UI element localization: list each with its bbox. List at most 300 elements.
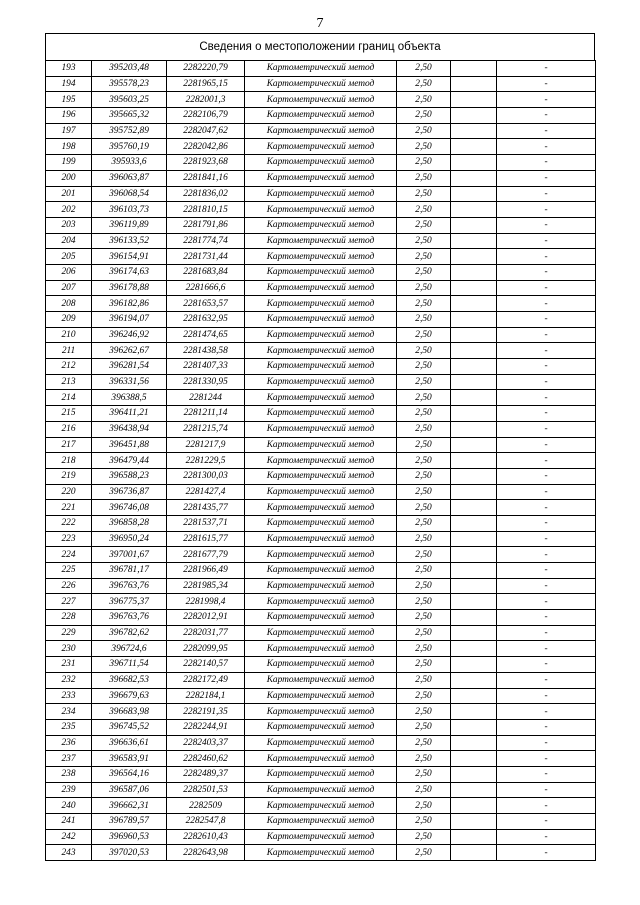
- coordinate-x-cell: 396682,53: [92, 672, 167, 688]
- method-cell: Картометрический метод: [245, 515, 397, 531]
- precision-cell: 2,50: [397, 766, 451, 782]
- point-number-cell: 242: [46, 829, 92, 845]
- method-cell: Картометрический метод: [245, 845, 397, 861]
- empty-cell-cell: [451, 123, 497, 139]
- description-cell: -: [497, 123, 596, 139]
- description-cell: -: [497, 798, 596, 814]
- empty-cell-cell: [451, 437, 497, 453]
- method-cell: Картометрический метод: [245, 312, 397, 328]
- point-number-cell: 230: [46, 641, 92, 657]
- coordinate-x-cell: 396451,88: [92, 437, 167, 453]
- table-row: [46, 312, 596, 328]
- coordinate-x-cell: 396960,53: [92, 829, 167, 845]
- point-number-cell: 197: [46, 123, 92, 139]
- precision-cell: 2,50: [397, 484, 451, 500]
- precision-cell: 2,50: [397, 610, 451, 626]
- method-cell: Картометрический метод: [245, 641, 397, 657]
- precision-cell: 2,50: [397, 312, 451, 328]
- description-cell: -: [497, 515, 596, 531]
- empty-cell-cell: [451, 76, 497, 92]
- coordinate-x-cell: 396564,16: [92, 766, 167, 782]
- table-row: [46, 641, 596, 657]
- description-cell: -: [497, 704, 596, 720]
- point-number-cell: 227: [46, 594, 92, 610]
- empty-cell-cell: [451, 814, 497, 830]
- table-row: [46, 610, 596, 626]
- method-cell: Картометрический метод: [245, 233, 397, 249]
- coordinate-y-cell: 2282489,37: [167, 766, 245, 782]
- description-cell: -: [497, 814, 596, 830]
- empty-cell-cell: [451, 264, 497, 280]
- point-number-cell: 202: [46, 202, 92, 218]
- method-cell: Картометрический метод: [245, 594, 397, 610]
- description-cell: -: [497, 233, 596, 249]
- point-number-cell: 219: [46, 468, 92, 484]
- point-number-cell: 221: [46, 500, 92, 516]
- table-row: [46, 594, 596, 610]
- description-cell: -: [497, 751, 596, 767]
- coordinate-x-cell: 396281,54: [92, 359, 167, 375]
- coordinate-y-cell: 2282501,53: [167, 782, 245, 798]
- coordinate-x-cell: 395603,25: [92, 92, 167, 108]
- point-number-cell: 203: [46, 217, 92, 233]
- description-cell: -: [497, 264, 596, 280]
- coordinate-x-cell: 396636,61: [92, 735, 167, 751]
- point-number-cell: 238: [46, 766, 92, 782]
- table-row: [46, 578, 596, 594]
- coordinate-y-cell: 2281632,95: [167, 312, 245, 328]
- precision-cell: 2,50: [397, 202, 451, 218]
- table-row: [46, 249, 596, 265]
- coordinate-y-cell: 2282047,62: [167, 123, 245, 139]
- coordinate-x-cell: 396194,07: [92, 312, 167, 328]
- coordinate-y-cell: 2281966,49: [167, 563, 245, 579]
- point-number-cell: 232: [46, 672, 92, 688]
- point-number-cell: 223: [46, 531, 92, 547]
- empty-cell-cell: [451, 594, 497, 610]
- coordinate-x-cell: 396736,87: [92, 484, 167, 500]
- precision-cell: 2,50: [397, 625, 451, 641]
- description-cell: -: [497, 390, 596, 406]
- method-cell: Картометрический метод: [245, 766, 397, 782]
- table-row: [46, 343, 596, 359]
- empty-cell-cell: [451, 217, 497, 233]
- table-row: [46, 657, 596, 673]
- coordinate-y-cell: 2282643,98: [167, 845, 245, 861]
- description-cell: -: [497, 374, 596, 390]
- table-row: [46, 531, 596, 547]
- precision-cell: 2,50: [397, 280, 451, 296]
- coordinate-x-cell: 396262,67: [92, 343, 167, 359]
- coordinate-x-cell: 396178,88: [92, 280, 167, 296]
- point-number-cell: 196: [46, 108, 92, 124]
- coordinate-y-cell: 2281438,58: [167, 343, 245, 359]
- table-row: [46, 500, 596, 516]
- empty-cell-cell: [451, 610, 497, 626]
- coordinate-x-cell: 396746,08: [92, 500, 167, 516]
- method-cell: Картометрический метод: [245, 814, 397, 830]
- method-cell: Картометрический метод: [245, 155, 397, 171]
- empty-cell-cell: [451, 108, 497, 124]
- point-number-cell: 240: [46, 798, 92, 814]
- empty-cell-cell: [451, 672, 497, 688]
- point-number-cell: 193: [46, 61, 92, 77]
- empty-cell-cell: [451, 359, 497, 375]
- coordinates-table: [45, 60, 596, 861]
- coordinate-y-cell: 2282099,95: [167, 641, 245, 657]
- table-row: [46, 766, 596, 782]
- point-number-cell: 225: [46, 563, 92, 579]
- table-row: [46, 170, 596, 186]
- table-row: [46, 845, 596, 861]
- table-row: [46, 751, 596, 767]
- description-cell: -: [497, 845, 596, 861]
- precision-cell: 2,50: [397, 296, 451, 312]
- empty-cell-cell: [451, 421, 497, 437]
- precision-cell: 2,50: [397, 92, 451, 108]
- coordinate-x-cell: 396950,24: [92, 531, 167, 547]
- coordinate-x-cell: 396683,98: [92, 704, 167, 720]
- method-cell: Картометрический метод: [245, 735, 397, 751]
- table-row: [46, 280, 596, 296]
- method-cell: Картометрический метод: [245, 798, 397, 814]
- method-cell: Картометрический метод: [245, 437, 397, 453]
- empty-cell-cell: [451, 139, 497, 155]
- description-cell: -: [497, 217, 596, 233]
- description-cell: -: [497, 610, 596, 626]
- precision-cell: 2,50: [397, 657, 451, 673]
- empty-cell-cell: [451, 515, 497, 531]
- coordinate-x-cell: 396063,87: [92, 170, 167, 186]
- description-cell: -: [497, 343, 596, 359]
- precision-cell: 2,50: [397, 139, 451, 155]
- empty-cell-cell: [451, 312, 497, 328]
- coordinate-x-cell: 396711,54: [92, 657, 167, 673]
- precision-cell: 2,50: [397, 782, 451, 798]
- coordinate-x-cell: 396781,17: [92, 563, 167, 579]
- precision-cell: 2,50: [397, 672, 451, 688]
- coordinate-x-cell: 395752,89: [92, 123, 167, 139]
- precision-cell: 2,50: [397, 186, 451, 202]
- point-number-cell: 233: [46, 688, 92, 704]
- empty-cell-cell: [451, 406, 497, 422]
- coordinate-x-cell: 396246,92: [92, 327, 167, 343]
- coordinate-y-cell: 2282172,49: [167, 672, 245, 688]
- table-row: [46, 327, 596, 343]
- description-cell: -: [497, 484, 596, 500]
- coordinate-y-cell: 2281229,5: [167, 453, 245, 469]
- precision-cell: 2,50: [397, 61, 451, 77]
- point-number-cell: 207: [46, 280, 92, 296]
- point-number-cell: 229: [46, 625, 92, 641]
- coordinate-x-cell: 396174,63: [92, 264, 167, 280]
- description-cell: -: [497, 359, 596, 375]
- point-number-cell: 217: [46, 437, 92, 453]
- empty-cell-cell: [451, 249, 497, 265]
- description-cell: -: [497, 61, 596, 77]
- table-row: [46, 390, 596, 406]
- description-cell: -: [497, 186, 596, 202]
- coordinate-y-cell: 2281965,15: [167, 76, 245, 92]
- point-number-cell: 209: [46, 312, 92, 328]
- description-cell: -: [497, 406, 596, 422]
- method-cell: Картометрический метод: [245, 468, 397, 484]
- description-cell: -: [497, 296, 596, 312]
- empty-cell-cell: [451, 343, 497, 359]
- method-cell: Картометрический метод: [245, 672, 397, 688]
- description-cell: -: [497, 688, 596, 704]
- coordinate-x-cell: 395760,19: [92, 139, 167, 155]
- coordinate-y-cell: 2282547,8: [167, 814, 245, 830]
- method-cell: Картометрический метод: [245, 108, 397, 124]
- coordinate-x-cell: 396411,21: [92, 406, 167, 422]
- method-cell: Картометрический метод: [245, 123, 397, 139]
- empty-cell-cell: [451, 578, 497, 594]
- coordinate-x-cell: 396388,5: [92, 390, 167, 406]
- coordinate-y-cell: 2281427,4: [167, 484, 245, 500]
- precision-cell: 2,50: [397, 500, 451, 516]
- table-row: [46, 61, 596, 77]
- precision-cell: 2,50: [397, 264, 451, 280]
- point-number-cell: 214: [46, 390, 92, 406]
- description-cell: -: [497, 453, 596, 469]
- coordinate-y-cell: 2281474,65: [167, 327, 245, 343]
- table-row: [46, 296, 596, 312]
- coordinate-y-cell: 2281810,15: [167, 202, 245, 218]
- point-number-cell: 211: [46, 343, 92, 359]
- method-cell: Картометрический метод: [245, 782, 397, 798]
- coordinate-y-cell: 2282012,91: [167, 610, 245, 626]
- method-cell: Картометрический метод: [245, 484, 397, 500]
- description-cell: -: [497, 625, 596, 641]
- coordinate-x-cell: 396103,73: [92, 202, 167, 218]
- method-cell: Картометрический метод: [245, 170, 397, 186]
- description-cell: -: [497, 202, 596, 218]
- coordinate-x-cell: 396588,23: [92, 468, 167, 484]
- description-cell: -: [497, 829, 596, 845]
- point-number-cell: 194: [46, 76, 92, 92]
- description-cell: -: [497, 563, 596, 579]
- table-row: [46, 264, 596, 280]
- empty-cell-cell: [451, 547, 497, 563]
- empty-cell-cell: [451, 390, 497, 406]
- coordinate-x-cell: 396154,91: [92, 249, 167, 265]
- table-row: [46, 704, 596, 720]
- table-row: [46, 468, 596, 484]
- description-cell: -: [497, 766, 596, 782]
- table-row: [46, 186, 596, 202]
- coordinate-y-cell: 2281244: [167, 390, 245, 406]
- table-body: [46, 61, 596, 861]
- point-number-cell: 239: [46, 782, 92, 798]
- point-number-cell: 243: [46, 845, 92, 861]
- coordinate-y-cell: 2281774,74: [167, 233, 245, 249]
- coordinate-y-cell: 2281683,84: [167, 264, 245, 280]
- coordinate-x-cell: 396745,52: [92, 719, 167, 735]
- coordinate-x-cell: 396763,76: [92, 610, 167, 626]
- coordinate-y-cell: 2281211,14: [167, 406, 245, 422]
- table-row: [46, 202, 596, 218]
- method-cell: Картометрический метод: [245, 500, 397, 516]
- table-row: [46, 359, 596, 375]
- table-row: [46, 139, 596, 155]
- coordinate-y-cell: 2281615,77: [167, 531, 245, 547]
- method-cell: Картометрический метод: [245, 264, 397, 280]
- description-cell: -: [497, 594, 596, 610]
- description-cell: -: [497, 437, 596, 453]
- table-row: [46, 92, 596, 108]
- description-cell: -: [497, 280, 596, 296]
- page-number: 7: [316, 16, 324, 31]
- point-number-cell: 213: [46, 374, 92, 390]
- precision-cell: 2,50: [397, 233, 451, 249]
- description-cell: -: [497, 547, 596, 563]
- table-row: [46, 829, 596, 845]
- precision-cell: 2,50: [397, 468, 451, 484]
- empty-cell-cell: [451, 468, 497, 484]
- precision-cell: 2,50: [397, 453, 451, 469]
- coordinate-x-cell: 396583,91: [92, 751, 167, 767]
- coordinate-y-cell: 2282184,1: [167, 688, 245, 704]
- coordinate-y-cell: 2282191,35: [167, 704, 245, 720]
- table-row: [46, 814, 596, 830]
- coordinate-y-cell: 2281407,33: [167, 359, 245, 375]
- precision-cell: 2,50: [397, 343, 451, 359]
- coordinate-x-cell: 396068,54: [92, 186, 167, 202]
- description-cell: -: [497, 327, 596, 343]
- empty-cell-cell: [451, 766, 497, 782]
- precision-cell: 2,50: [397, 515, 451, 531]
- description-cell: -: [497, 641, 596, 657]
- table-row: [46, 484, 596, 500]
- precision-cell: 2,50: [397, 217, 451, 233]
- description-cell: -: [497, 578, 596, 594]
- coordinate-y-cell: 2281923,68: [167, 155, 245, 171]
- empty-cell-cell: [451, 719, 497, 735]
- coordinate-y-cell: 2282244,91: [167, 719, 245, 735]
- point-number-cell: 237: [46, 751, 92, 767]
- empty-cell-cell: [451, 92, 497, 108]
- table-row: [46, 76, 596, 92]
- table-row: [46, 453, 596, 469]
- empty-cell-cell: [451, 563, 497, 579]
- coordinate-x-cell: 395933,6: [92, 155, 167, 171]
- coordinates-sheet: [45, 33, 595, 861]
- coordinate-y-cell: 2281791,86: [167, 217, 245, 233]
- method-cell: Картометрический метод: [245, 625, 397, 641]
- coordinate-y-cell: 2281330,95: [167, 374, 245, 390]
- coordinate-x-cell: 396119,89: [92, 217, 167, 233]
- table-row: [46, 547, 596, 563]
- precision-cell: 2,50: [397, 327, 451, 343]
- table-row: [46, 421, 596, 437]
- coordinate-x-cell: 397001,67: [92, 547, 167, 563]
- coordinate-y-cell: 2282001,3: [167, 92, 245, 108]
- empty-cell-cell: [451, 845, 497, 861]
- point-number-cell: 226: [46, 578, 92, 594]
- point-number-cell: 205: [46, 249, 92, 265]
- empty-cell-cell: [451, 500, 497, 516]
- coordinate-y-cell: 2282140,57: [167, 657, 245, 673]
- description-cell: -: [497, 249, 596, 265]
- point-number-cell: 204: [46, 233, 92, 249]
- point-number-cell: 199: [46, 155, 92, 171]
- table-row: [46, 406, 596, 422]
- precision-cell: 2,50: [397, 563, 451, 579]
- table-row: [46, 108, 596, 124]
- empty-cell-cell: [451, 296, 497, 312]
- precision-cell: 2,50: [397, 594, 451, 610]
- description-cell: -: [497, 719, 596, 735]
- description-cell: -: [497, 421, 596, 437]
- coordinate-y-cell: 2281653,57: [167, 296, 245, 312]
- coordinate-y-cell: 2281836,02: [167, 186, 245, 202]
- method-cell: Картометрический метод: [245, 657, 397, 673]
- precision-cell: 2,50: [397, 123, 451, 139]
- empty-cell-cell: [451, 782, 497, 798]
- coordinate-y-cell: 2282509: [167, 798, 245, 814]
- empty-cell-cell: [451, 155, 497, 171]
- method-cell: Картометрический метод: [245, 327, 397, 343]
- method-cell: Картометрический метод: [245, 531, 397, 547]
- description-cell: -: [497, 170, 596, 186]
- coordinate-y-cell: 2282106,79: [167, 108, 245, 124]
- description-cell: -: [497, 92, 596, 108]
- coordinate-y-cell: 2282220,79: [167, 61, 245, 77]
- method-cell: Картометрический метод: [245, 719, 397, 735]
- description-cell: -: [497, 531, 596, 547]
- empty-cell-cell: [451, 798, 497, 814]
- method-cell: Картометрический метод: [245, 390, 397, 406]
- coordinate-x-cell: 396587,06: [92, 782, 167, 798]
- empty-cell-cell: [451, 233, 497, 249]
- empty-cell-cell: [451, 531, 497, 547]
- coordinate-x-cell: 396438,94: [92, 421, 167, 437]
- precision-cell: 2,50: [397, 578, 451, 594]
- precision-cell: 2,50: [397, 751, 451, 767]
- empty-cell-cell: [451, 453, 497, 469]
- coordinate-x-cell: 396182,86: [92, 296, 167, 312]
- point-number-cell: 195: [46, 92, 92, 108]
- point-number-cell: 222: [46, 515, 92, 531]
- method-cell: Картометрический метод: [245, 249, 397, 265]
- coordinate-y-cell: 2281998,4: [167, 594, 245, 610]
- empty-cell-cell: [451, 657, 497, 673]
- table-row: [46, 672, 596, 688]
- coordinate-y-cell: 2282403,37: [167, 735, 245, 751]
- coordinate-x-cell: 396763,76: [92, 578, 167, 594]
- empty-cell-cell: [451, 170, 497, 186]
- coordinate-y-cell: 2282042,86: [167, 139, 245, 155]
- method-cell: Картометрический метод: [245, 296, 397, 312]
- table-row: [46, 233, 596, 249]
- method-cell: Картометрический метод: [245, 610, 397, 626]
- method-cell: Картометрический метод: [245, 688, 397, 704]
- coordinate-y-cell: 2281215,74: [167, 421, 245, 437]
- method-cell: Картометрический метод: [245, 421, 397, 437]
- point-number-cell: 215: [46, 406, 92, 422]
- description-cell: -: [497, 657, 596, 673]
- precision-cell: 2,50: [397, 108, 451, 124]
- method-cell: Картометрический метод: [245, 406, 397, 422]
- precision-cell: 2,50: [397, 249, 451, 265]
- description-cell: -: [497, 782, 596, 798]
- point-number-cell: 224: [46, 547, 92, 563]
- table-row: [46, 563, 596, 579]
- precision-cell: 2,50: [397, 704, 451, 720]
- empty-cell-cell: [451, 751, 497, 767]
- coordinate-y-cell: 2282460,62: [167, 751, 245, 767]
